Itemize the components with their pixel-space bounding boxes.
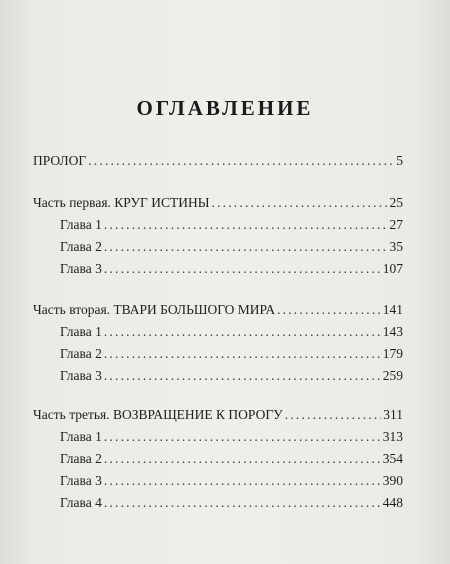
dot-leader [104,238,388,256]
entry-title: Часть третья. ВОЗВРАЩЕНИЕ К ПОРОГУ [33,407,283,422]
toc-entry-part-1 [33,194,403,212]
toc-entry-chapter [60,345,403,363]
toc-entry-chapter [60,494,403,512]
entry-page: 179 [382,346,403,361]
toc-entry-chapter [60,216,403,234]
toc-heading: ОГЛАВЛЕНИЕ [136,96,314,120]
dot-leader [104,450,381,468]
entry-page: 5 [396,153,403,168]
entry-title: Глава 1 [60,324,102,339]
toc-entry-chapter [60,260,403,278]
dot-leader [285,406,382,424]
toc-entry-chapter [60,428,403,446]
entry-title: Глава 4 [60,495,102,510]
toc-entry-chapter [60,472,403,490]
dot-leader [104,494,381,512]
toc-entry-chapter [60,323,403,341]
entry-page: 448 [382,495,403,510]
entry-page: 107 [382,261,403,276]
dot-leader [104,260,381,278]
entry-page: 141 [382,302,403,317]
toc-entry-chapter [60,367,403,385]
entry-title: Глава 3 [60,261,102,276]
dot-leader [104,323,381,341]
entry-page: 311 [383,407,403,422]
dot-leader [104,472,381,490]
entry-title: Глава 3 [60,473,102,488]
entry-title: Глава 1 [60,217,102,232]
dot-leader [277,301,381,319]
dot-leader [212,194,388,212]
entry-page: 25 [389,195,403,210]
entry-title: Глава 3 [60,368,102,383]
entry-page: 27 [389,217,403,232]
dot-leader [104,216,388,234]
toc-entry-chapter [60,450,403,468]
dot-leader [88,152,394,170]
dot-leader [104,367,381,385]
entry-title: ПРОЛОГ [33,153,87,168]
entry-title: Глава 2 [60,346,102,361]
toc-entry-prologue [33,152,403,170]
toc-entry-chapter [60,238,403,256]
entry-page: 390 [382,473,403,488]
entry-title: Часть вторая. ТВАРИ БОЛЬШОГО МИРА [33,302,276,317]
entry-title: Часть первая. КРУГ ИСТИНЫ [33,195,210,210]
entry-page: 313 [382,429,403,444]
entry-page: 354 [382,451,403,466]
dot-leader [104,428,381,446]
entry-title: Глава 1 [60,429,102,444]
toc-entry-part-3 [33,406,403,424]
entry-page: 143 [382,324,403,339]
entry-title: Глава 2 [60,239,102,254]
entry-title: Глава 2 [60,451,102,466]
entry-page: 35 [389,239,403,254]
dot-leader [104,345,381,363]
entry-page: 259 [382,368,403,383]
toc-entry-part-2 [33,301,403,319]
